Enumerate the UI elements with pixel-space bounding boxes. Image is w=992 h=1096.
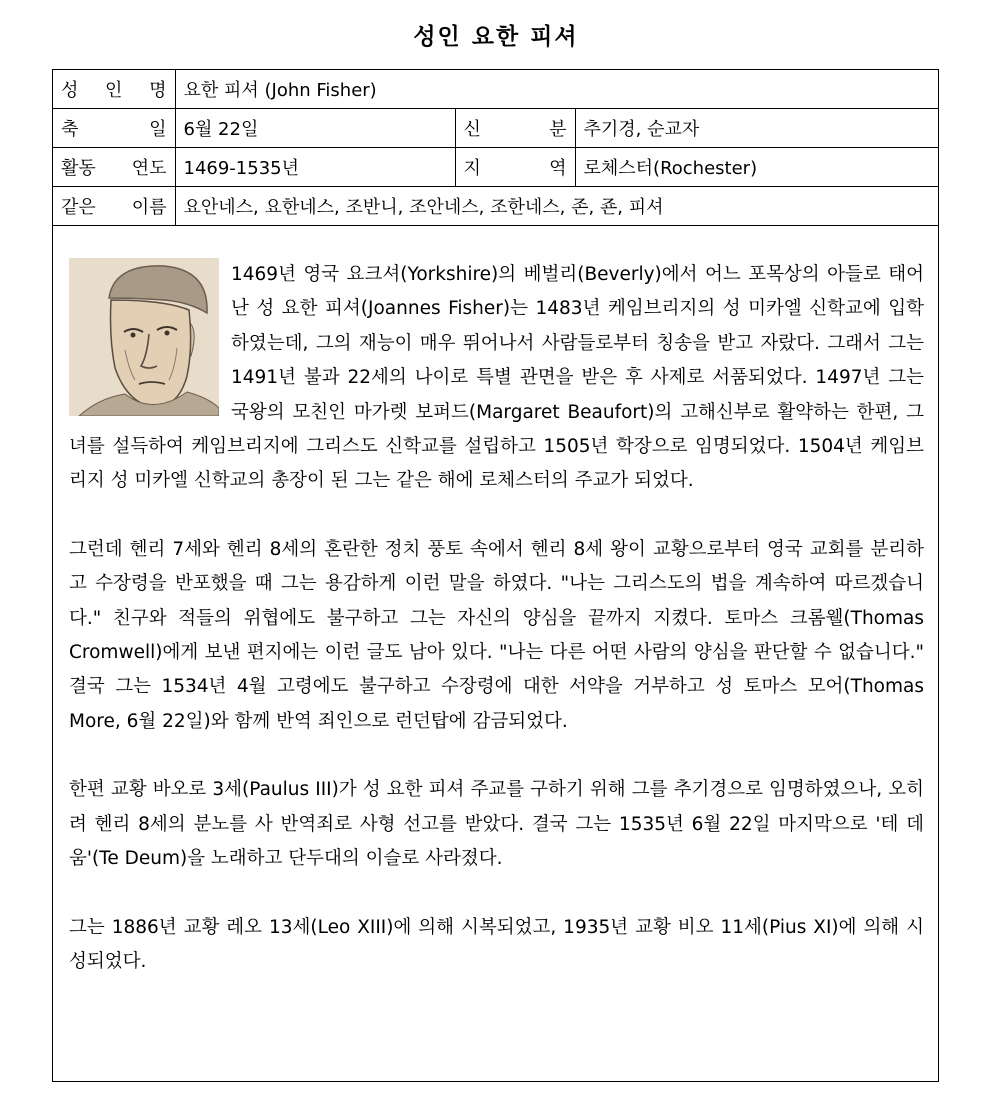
info-table <box>53 70 938 226</box>
feast-row <box>53 109 938 148</box>
feast-label: 축 일 <box>61 119 167 140</box>
aliases-value: 요안네스, 요한네스, 조반니, 조안네스, 조한네스, 존, 죤, 피셔 <box>175 187 938 226</box>
page-title: 성인 요한 피셔 <box>413 24 579 50</box>
status-label-cell <box>455 109 575 148</box>
feast-label-cell <box>53 109 175 148</box>
biography <box>53 226 938 979</box>
region-label: 지 역 <box>463 158 567 179</box>
feast-value: 6월 22일 <box>175 109 455 148</box>
aliases-label: 같은 이름 <box>61 197 167 218</box>
years-value: 1469-1535년 <box>175 148 455 187</box>
status-label: 신 분 <box>463 119 567 140</box>
aliases-label-cell <box>53 187 175 226</box>
biography-paragraph-2: 그런데 헨리 7세와 헨리 8세의 혼란한 정치 풍토 속에서 헨리 8세 왕이 교황으로부터 영국 교회를 분리하고 수장령을 반포했을 때 그는 용감하게 이런 말을 하였다. "나는 그리스도의 법을 계속하여 따르겠습니다." 친구와 적들의 위협에도 불구하고 그는 자신의 양심을 끝까지 지켰다. 토마스 크롬웰(Thomas Cromwell)에게 보낸 편지에는 이런 글도 남아 있다. "나는 다른 어떤 사람의 양심을 판단할 수 없습니다." 결국 그는 1534년 4월 고령에도 불구하고 수장령에 대한 서약을 거부하고 성 토마스 모어(Thomas More, 6월 22일)와 함께 반역 죄인으로 런던탑에 감금되었다. <box>69 538 924 732</box>
years-label-cell <box>53 148 175 187</box>
name-value: 요한 피셔 (John Fisher) <box>175 70 938 109</box>
biography-paragraph-1: 1469년 영국 요크셔(Yorkshire)의 베벌리(Beverly)에서 어느 포목상의 아들로 태어난 성 요한 피셔(Joannes Fisher)는 1483년 케임브리지의 성 미카엘 신학교에 입학하였는데, 그의 재능이 매우 뛰어나서 사람들로부터 칭송을 받고 자랐다. 그래서 그는 1491년 불과 22세의 나이로 특별 관면을 받은 후 사제로 서품되었다. 1497년 그는 국왕의 모친인 마가렛 보퍼드(Margaret Beaufort)의 고해신부로 활약하는 한편, 그녀를 설득하여 케임브리지에 그리스도 신학교를 설립하고 1505년 학장으로 임명되었다. 1504년 케임브리지 성 미카엘 신학교의 총장이 된 그는 같은 해에 로체스터의 주교가 되었다. <box>69 264 924 492</box>
name-label-cell <box>53 70 175 109</box>
name-row <box>53 70 938 109</box>
saint-portrait-image <box>69 258 219 416</box>
saint-profile-sheet <box>52 69 939 1082</box>
biography-paragraph-3: 한편 교황 바오로 3세(Paulus III)가 성 요한 피셔 주교를 구하기 위해 그를 추기경으로 임명하였으나, 오히려 헨리 8세의 분노를 사 반역죄로 사형 선고를 받았다. 결국 그는 1535년 6월 22일 마지막으로 '테 데움'(Te Deum)을 노래하고 단두대의 이슬로 사라졌다. <box>69 779 924 870</box>
biography-paragraph-4: 그는 1886년 교황 레오 13세(Leo XIII)에 의해 시복되었고, 1935년 교황 비오 11세(Pius XI)에 의해 시성되었다. <box>69 916 924 972</box>
region-label-cell <box>455 148 575 187</box>
years-row <box>53 148 938 187</box>
aliases-row <box>53 187 938 226</box>
name-label: 성 인 명 <box>61 80 167 101</box>
status-value: 추기경, 순교자 <box>575 109 938 148</box>
region-value: 로체스터(Rochester) <box>575 148 938 187</box>
years-label: 활동 연도 <box>61 158 167 179</box>
